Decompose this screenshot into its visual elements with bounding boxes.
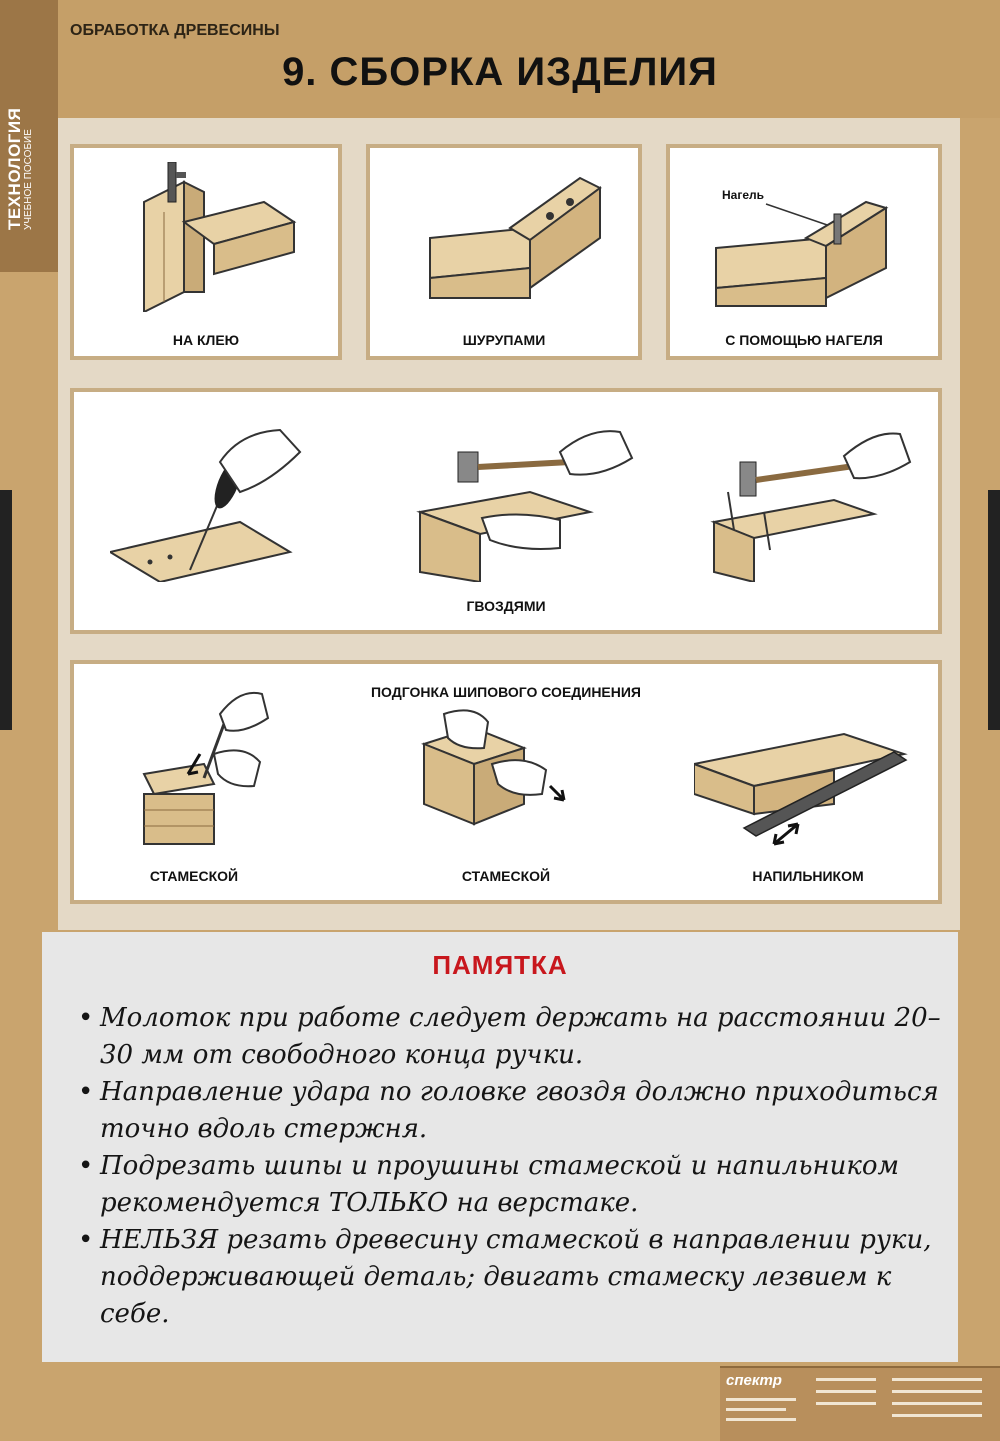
side-tab-title: ТЕХНОЛОГИЯ xyxy=(5,107,24,230)
label-chisel-1: СТАМЕСКОЙ xyxy=(149,868,239,884)
publisher-logo: спектр xyxy=(726,1372,782,1389)
fine-print-line xyxy=(892,1402,982,1405)
fine-print-line xyxy=(892,1390,982,1393)
subject-heading: ОБРАБОТКА ДРЕВЕСИНЫ xyxy=(70,22,280,39)
label-screws: ШУРУПАМИ xyxy=(462,332,546,348)
chisel-horizontal-illustration xyxy=(414,704,584,854)
panel-dowel xyxy=(666,144,942,360)
memo-item: • Направление удара по головке гвоздя должно приходиться точно вдоль стержня. xyxy=(78,1074,948,1148)
label-dowel: С ПОМОЩЬЮ НАГЕЛЯ xyxy=(725,332,883,348)
chisel-vertical-illustration xyxy=(134,684,304,854)
panel-nails xyxy=(70,388,942,634)
dowel-callout: Нагель xyxy=(722,188,765,202)
nail-start-illustration xyxy=(410,422,640,582)
side-tab xyxy=(0,0,58,272)
page-title: 9. СБОРКА ИЗДЕЛИЯ xyxy=(282,50,718,94)
right-edge-mark xyxy=(988,490,1000,730)
fine-print-line xyxy=(726,1418,796,1421)
publisher-block xyxy=(720,1366,1000,1441)
memo-list xyxy=(78,1000,948,1333)
memo-item: • Подрезать шипы и проушины стамеской и напильником рекомендуется ТОЛЬКО на верстаке. xyxy=(78,1148,948,1222)
panel-glue xyxy=(70,144,342,360)
memo-title: ПАМЯТКА xyxy=(432,950,568,980)
label-glue: НА КЛЕЮ xyxy=(172,332,240,348)
memo-section xyxy=(42,932,958,1362)
label-nails: ГВОЗДЯМИ xyxy=(466,598,546,614)
fine-print-line xyxy=(816,1378,876,1381)
fine-print-line xyxy=(726,1398,796,1401)
illustration-board xyxy=(58,118,960,930)
nail-hammering-illustration xyxy=(704,422,914,582)
side-tab-subtitle: УЧЕБНОЕ ПОСОБИЕ xyxy=(22,129,34,230)
glue-joint-illustration xyxy=(124,162,304,312)
fine-print-line xyxy=(892,1378,982,1381)
left-edge-mark xyxy=(0,490,12,730)
label-chisel-2: СТАМЕСКОЙ xyxy=(461,868,551,884)
fine-print-line xyxy=(726,1408,786,1411)
tenon-fitting-title: ПОДГОНКА ШИПОВОГО СОЕДИНЕНИЯ xyxy=(370,684,641,700)
memo-item: • НЕЛЬЗЯ резать древесину стамеской в направлении руки, поддерживающей деталь; двигать стамеску лезвием к себе. xyxy=(78,1222,948,1333)
fine-print-line xyxy=(816,1390,876,1393)
fine-print-line xyxy=(816,1402,876,1405)
panel-screws xyxy=(366,144,642,360)
memo-item: • Молоток при работе следует держать на расстоянии 20–30 мм от свободного конца ручки. xyxy=(78,1000,948,1074)
screw-joint-illustration xyxy=(420,168,610,308)
fine-print-line xyxy=(892,1414,982,1417)
awl-marking-illustration xyxy=(110,422,310,582)
panel-tenon-fitting xyxy=(70,660,942,904)
file-illustration xyxy=(694,724,914,854)
label-file: НАПИЛЬНИКОМ xyxy=(752,868,864,884)
dowel-joint-illustration xyxy=(706,188,906,318)
